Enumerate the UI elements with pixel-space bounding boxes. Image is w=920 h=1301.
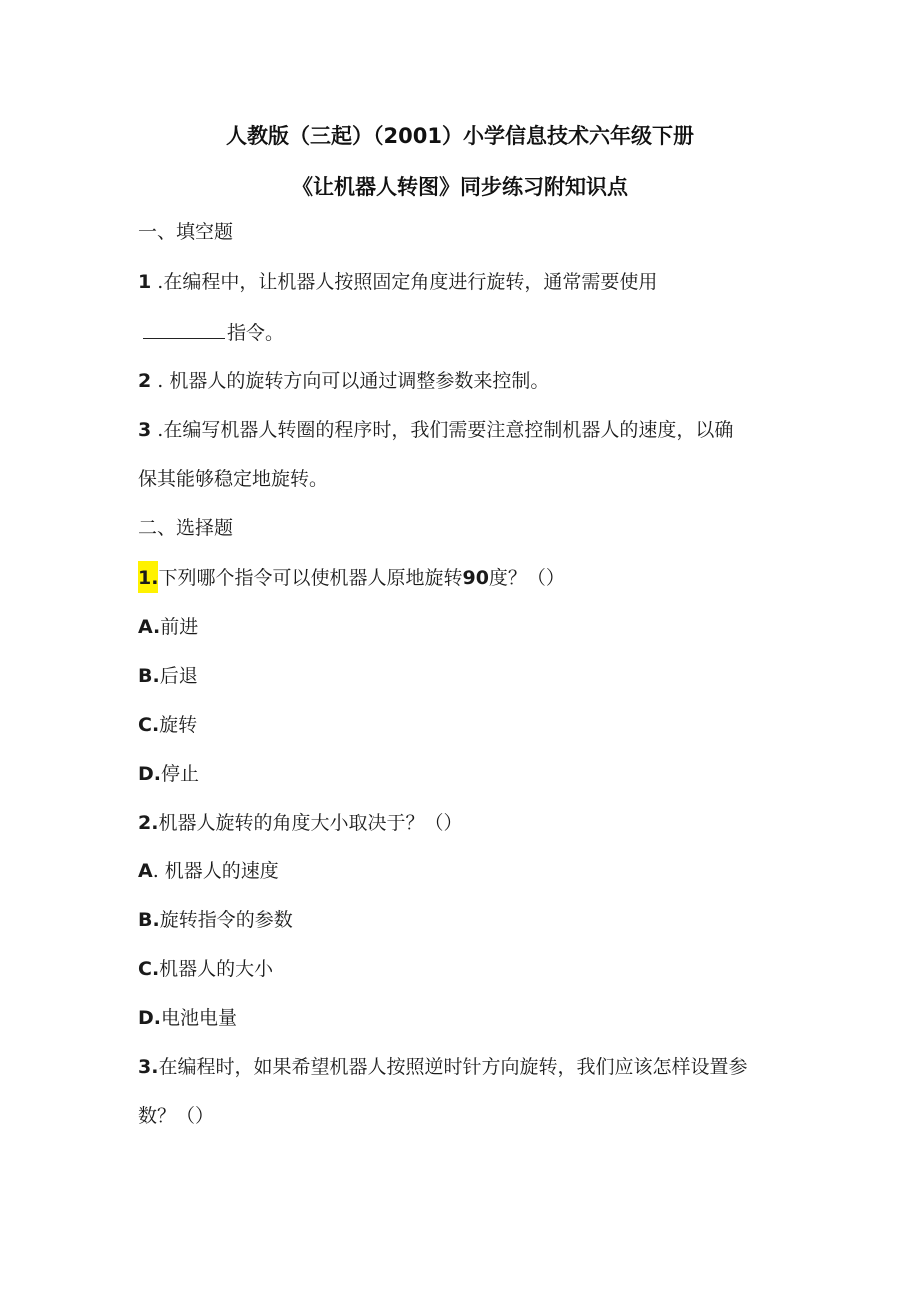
option-text: 停止 bbox=[161, 763, 200, 785]
option-c bbox=[138, 713, 197, 737]
option-text: 机器人的大小 bbox=[159, 958, 274, 980]
question-number: 3. bbox=[138, 1056, 159, 1078]
question-number-highlighted: 1. bbox=[138, 561, 158, 593]
fill-question-1 bbox=[138, 270, 657, 294]
option-a bbox=[138, 615, 198, 639]
choice-question-3 bbox=[138, 1055, 747, 1079]
fill-question-1-cont bbox=[143, 320, 284, 345]
question-text: .在编程中，让机器人按照固定角度进行旋转，通常需要使用 bbox=[151, 271, 658, 293]
option-a bbox=[138, 859, 279, 883]
option-label: D. bbox=[138, 763, 161, 785]
question-text: 机器人旋转的角度大小取决于？（） bbox=[158, 812, 463, 834]
fill-question-3-cont: 保其能够稳定地旋转。 bbox=[138, 468, 329, 490]
choice-question-3-cont: 数？（） bbox=[138, 1105, 215, 1127]
section-heading-choice: 二、选择题 bbox=[138, 517, 234, 539]
fill-question-3 bbox=[138, 418, 733, 442]
document-subtitle: 《让机器人转图》同步练习附知识点 bbox=[292, 175, 628, 199]
option-text: 旋转 bbox=[159, 714, 198, 736]
option-label: B. bbox=[138, 665, 160, 687]
question-number: 2. bbox=[138, 812, 159, 834]
question-text: .在编写机器人转圈的程序时，我们需要注意控制机器人的速度，以确 bbox=[151, 419, 734, 441]
option-b bbox=[138, 908, 293, 932]
question-number-inline: 90 bbox=[462, 567, 489, 589]
option-label: C. bbox=[138, 714, 160, 736]
option-label: D. bbox=[138, 1007, 161, 1029]
option-label: A bbox=[138, 860, 153, 882]
question-text: 下列哪个指令可以使机器人原地旋转 bbox=[158, 567, 463, 589]
question-text: . 机器人的旋转方向可以通过调整参数来控制。 bbox=[151, 370, 550, 392]
option-label: A. bbox=[138, 616, 161, 638]
section-heading-fill: 一、填空题 bbox=[138, 221, 234, 243]
document-title: 人教版（三起）（2001）小学信息技术六年级下册 bbox=[226, 124, 694, 148]
question-number: 3 bbox=[138, 419, 152, 441]
option-c bbox=[138, 957, 273, 981]
option-text: 电池电量 bbox=[161, 1007, 238, 1029]
option-label: B. bbox=[138, 909, 160, 931]
option-text: 旋转指令的参数 bbox=[159, 909, 293, 931]
choice-question-2 bbox=[138, 811, 462, 835]
question-number: 1 bbox=[138, 271, 152, 293]
option-b bbox=[138, 664, 198, 688]
question-number: 2 bbox=[138, 370, 152, 392]
answer-blank bbox=[143, 320, 225, 339]
question-text: 指令。 bbox=[227, 322, 285, 344]
choice-question-1 bbox=[138, 566, 565, 590]
fill-question-2 bbox=[138, 369, 549, 393]
option-text: 前进 bbox=[160, 616, 199, 638]
question-text: 度？（） bbox=[488, 567, 565, 589]
option-d bbox=[138, 1006, 237, 1030]
option-d bbox=[138, 762, 199, 786]
option-text: . 机器人的速度 bbox=[152, 860, 279, 882]
option-label: C. bbox=[138, 958, 160, 980]
option-text: 后退 bbox=[159, 665, 198, 687]
question-text: 在编程时，如果希望机器人按照逆时针方向旋转，我们应该怎样设置参 bbox=[158, 1056, 748, 1078]
